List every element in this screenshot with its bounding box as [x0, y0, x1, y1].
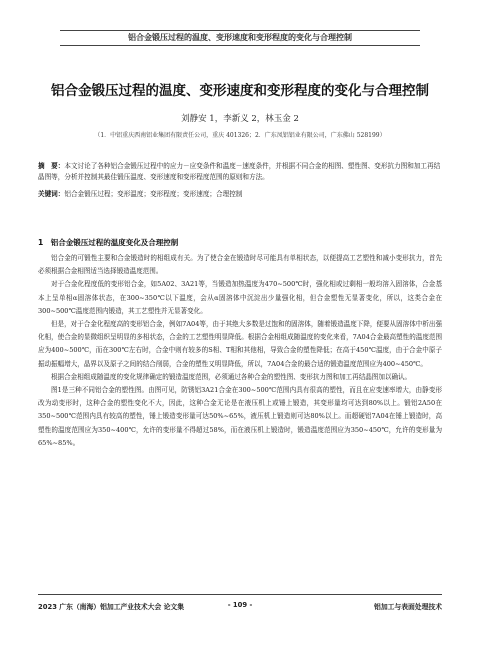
- paragraph: 对于合金化程度低的变形铝合金，如5A02、3A21等，当锻造加热温度为470~500℃时，强化相或过剩相一般均溶入固溶体，合金基本上呈单相α固溶体状态，在300~350℃以下温度，会从α固溶体中沉淀出少量强化相，但合金塑性无显著变化，所以，这类合金在300~500℃温度范围内锻造，其工艺塑性并无显著变化。: [38, 280, 442, 315]
- keywords-label: 关键词：: [38, 190, 65, 198]
- footer-section: 铝加工与表面处理技术: [374, 603, 442, 611]
- paragraph: 铝合金的可锻性主要和合金锻造时的相组成有关。为了使合金在锻造时尽可能具有单相状态，以便提高工艺塑性和减小变形抗力，首先必须根据合金相图适当选择锻造温度范围。: [38, 254, 442, 276]
- keywords: [38, 189, 442, 200]
- footer-proceedings: 2023 广东（南海）铝加工产业技术大会 论文集: [38, 603, 184, 611]
- paragraph: 根据合金相组成随温度的变化规律确定的锻造温度范围，必须通过各种合金的塑性图、变形抗力图和加工再结晶图加以确认。: [51, 372, 412, 381]
- keywords-text: 铝合金锻压过程；变形温度；变形程度；变形速度；合理控制: [64, 190, 243, 198]
- section-heading: 1 铝合金锻压过程的温度变化及合理控制: [38, 238, 179, 247]
- header-rule-top: [60, 30, 420, 31]
- page-number: - 109 -: [227, 601, 253, 609]
- abstract: [38, 161, 442, 183]
- paper-title: 铝合金锻压过程的温度、变形速度和变形程度的变化与合理控制: [51, 83, 429, 99]
- abstract-label: 摘 要：: [38, 162, 65, 170]
- paragraph: 但是，对于合金化程度高的变形铝合金，例如7A04等，由于其绝大多数是过饱和的固溶体，随着锻造温度下降，便要从固溶体中析出强化相，使合金的显微组织呈明显的多相状态，合金的工艺塑性明显降低。根据合金相组成随温度的变化来看，7A04合金最高塑性的温度范围应为400~500℃，而在300℃左右时，合金中则有较多的S相、T相和其他相，导致合金的塑性降低；在高于450℃温度，由于合金中原子振动振幅增大，晶界以及原子之间的结合削弱，合金的塑性又明显降低，所以，7A04合金的最合适的锻造温度范围应为400~450℃。: [38, 320, 442, 368]
- header-rule-bottom: [60, 45, 420, 46]
- affiliation: （1．中铝重庆西南铝业集团有限责任公司，重庆 401326；2．广东凤铝铝业有限公司，广东佛山 528199）: [94, 132, 386, 139]
- paragraph: 图1是三种不同铝合金的塑性图。由图可见，防锈铝3A21合金在300~500℃范围内具有很高的塑性，而且在应变速率增大，由静变形改为动变形时，这种合金的塑性变化不大，因此，这种合金无论是在液压机上或锤上锻造，其变形量均可达到80%以上。锻铝2A50在350~500℃范围内具有较高的塑性，锤上锻造变形量可达50%~65%，液压机上锻造则可达80%以上。而超硬铝7A04在锤上锻造时，高塑性的温度范围应为350~400℃，允许的变形量不得超过58%，而在液压机上锻造时，锻造温度范围应为350~450℃，允许的变形量为65%~85%。: [38, 386, 442, 447]
- author-list: 刘静安 1，李新义 2，林玉金 2: [181, 114, 299, 124]
- abstract-text: 本文讨论了各种铝合金锻压过程中的应力－应变条件和温度－速度条件，并根据不同合金的相图、塑性图、变形抗力图和加工再结晶图等，分析并控制其最佳锻压温度、变形速度和变形程度范围的原则和方法。: [38, 162, 441, 181]
- running-head: 铝合金锻压过程的温度、变形速度和变形程度的变化与合理控制: [128, 33, 352, 42]
- body-text: [38, 252, 442, 450]
- footer-rule: [38, 594, 442, 595]
